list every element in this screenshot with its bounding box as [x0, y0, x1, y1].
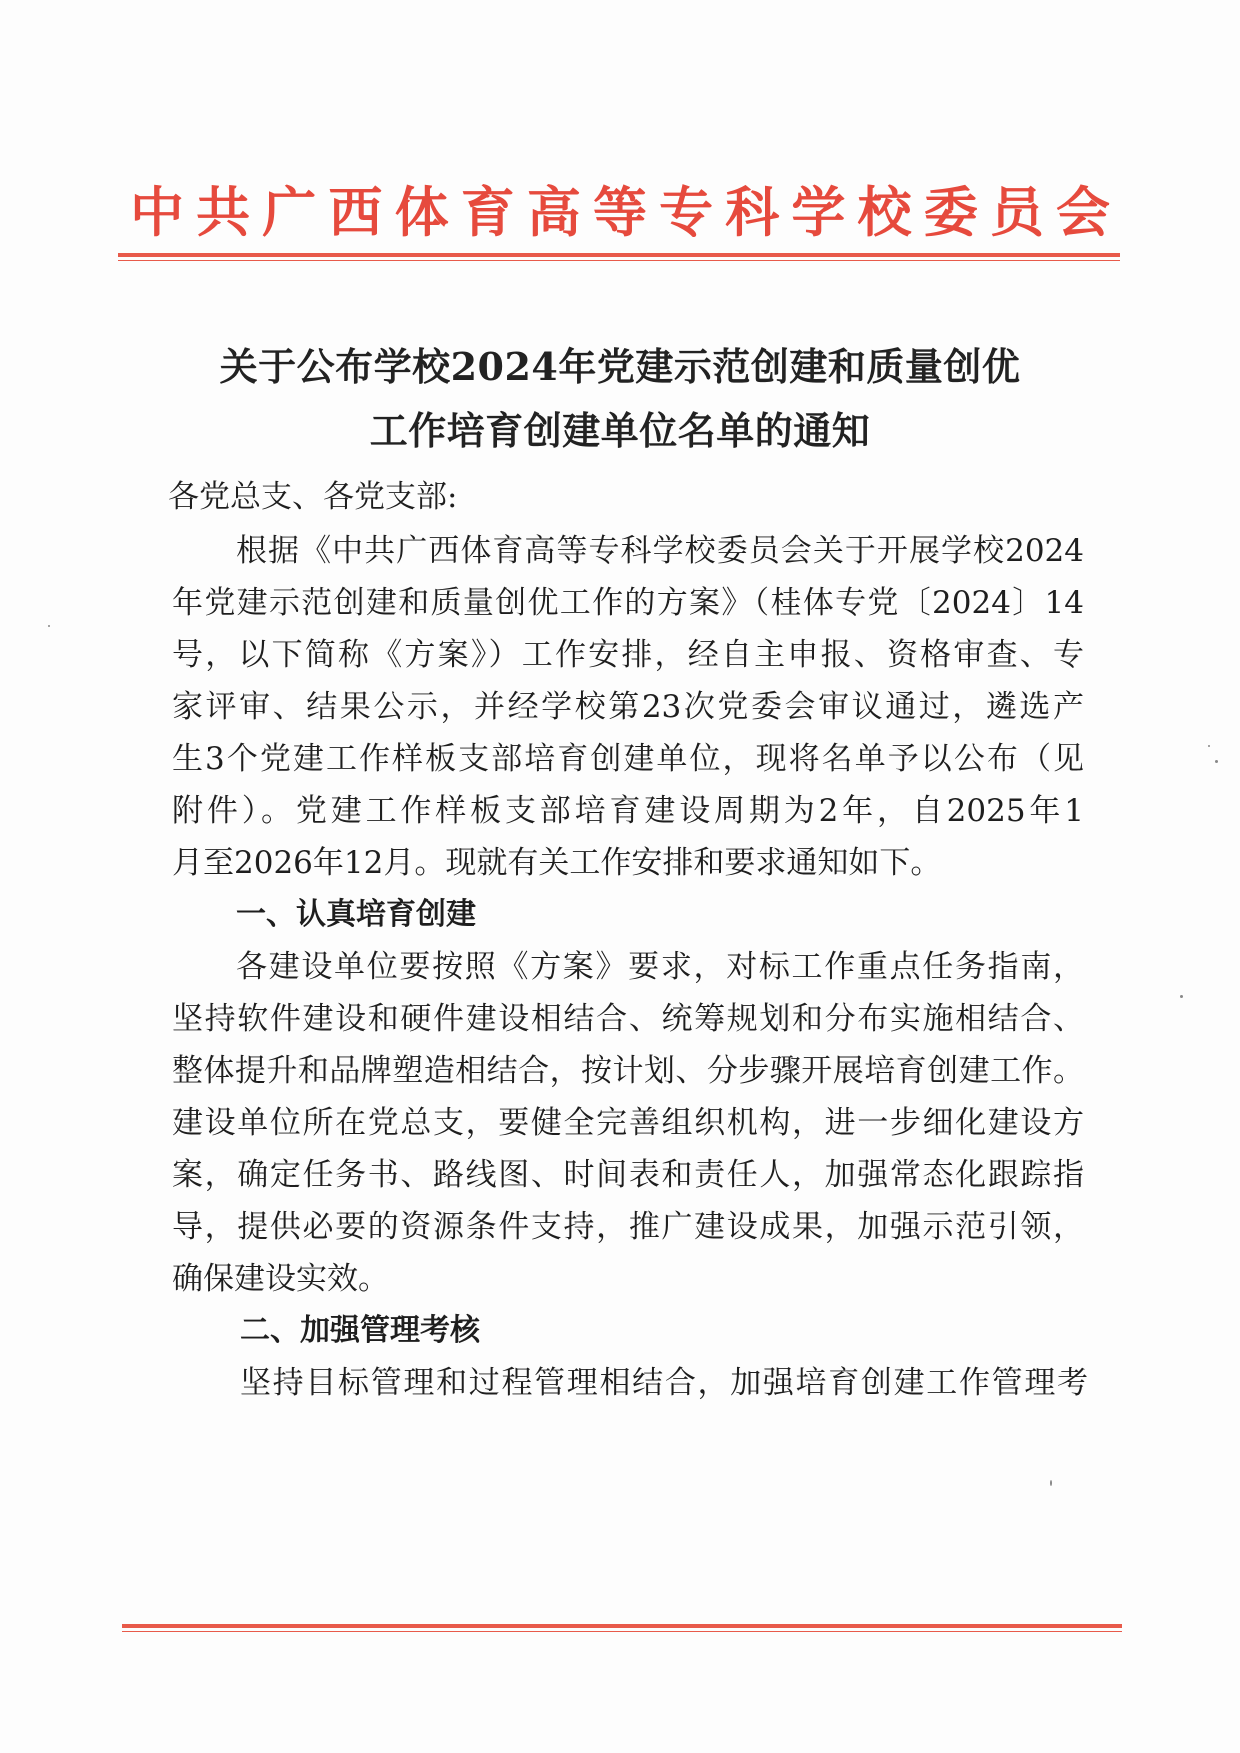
- organization-header-char: 西: [328, 180, 383, 244]
- organization-header-char: 科: [725, 180, 780, 244]
- organization-header: [110, 162, 1130, 262]
- section-heading: 二、加强管理考核: [240, 1313, 480, 1348]
- paragraph-line: 生3个党建工作样板支部培育创建单位，现将名单予以公布（见: [172, 741, 1084, 777]
- paragraph-line: 导，提供必要的资源条件支持，推广建设成果，加强示范引领，: [172, 1209, 1084, 1245]
- paragraph-line: 建设单位所在党总支，要健全完善组织机构，进一步细化建设方: [172, 1105, 1084, 1141]
- paragraph-line: 各建设单位要按照《方案》要求，对标工作重点任务指南，: [236, 949, 1084, 985]
- document-title-line-1: 关于公布学校2024年党建示范创建和质量创优: [219, 344, 1021, 389]
- paragraph-line: 根据《中共广西体育高等专科学校委员会关于开展学校2024: [236, 533, 1084, 569]
- organization-header-char: 高: [526, 180, 581, 244]
- organization-header-char: 校: [857, 180, 912, 244]
- paragraph-line: 坚持软件建设和硬件建设相结合、统筹规划和分布实施相结合、: [172, 1001, 1084, 1037]
- organization-header-char: 专: [659, 180, 714, 244]
- paragraph-line: 月至2026年12月。现就有关工作安排和要求通知如下。: [172, 845, 942, 881]
- organization-header-char: 会: [1055, 180, 1110, 244]
- paragraph-line: 年党建示范创建和质量创优工作的方案》（桂体专党〔2024〕14: [172, 585, 1084, 621]
- organization-header-char: 学: [791, 180, 846, 244]
- organization-header-char: 共: [196, 180, 251, 244]
- organization-header-char: 等: [592, 180, 647, 244]
- paragraph-line: 号，以下简称《方案》）工作安排，经自主申报、资格审查、专: [172, 637, 1084, 673]
- salutation: 各党总支、各党支部:: [168, 479, 458, 515]
- paragraph-line: 家评审、结果公示，并经学校第23次党委会审议通过，遴选产: [172, 689, 1084, 725]
- header-red-rule: [118, 253, 1120, 261]
- organization-header-char: 育: [460, 180, 515, 244]
- paragraph-line: 确保建设实效。: [172, 1261, 389, 1297]
- organization-header-char: 员: [989, 180, 1044, 244]
- organization-header-char: 委: [923, 180, 978, 244]
- paragraph-line: 案，确定任务书、路线图、时间表和责任人，加强常态化跟踪指: [172, 1157, 1084, 1193]
- paragraph-line: 整体提升和品牌塑造相结合，按计划、分步骤开展培育创建工作。: [172, 1053, 1084, 1089]
- organization-header-char: 中: [130, 180, 184, 244]
- paragraph-line: 附件）。党建工作样板支部培育建设周期为2年，自2025年1: [172, 793, 1084, 829]
- organization-header-char: 体: [394, 180, 449, 244]
- document-title-line-2: 工作培育创建单位名单的通知: [369, 408, 871, 453]
- paragraph-line: 坚持目标管理和过程管理相结合，加强培育创建工作管理考: [240, 1365, 1088, 1401]
- organization-header-char: 广: [262, 180, 317, 244]
- footer-red-rule: [122, 1624, 1122, 1632]
- section-heading: 一、认真培育创建: [236, 897, 476, 932]
